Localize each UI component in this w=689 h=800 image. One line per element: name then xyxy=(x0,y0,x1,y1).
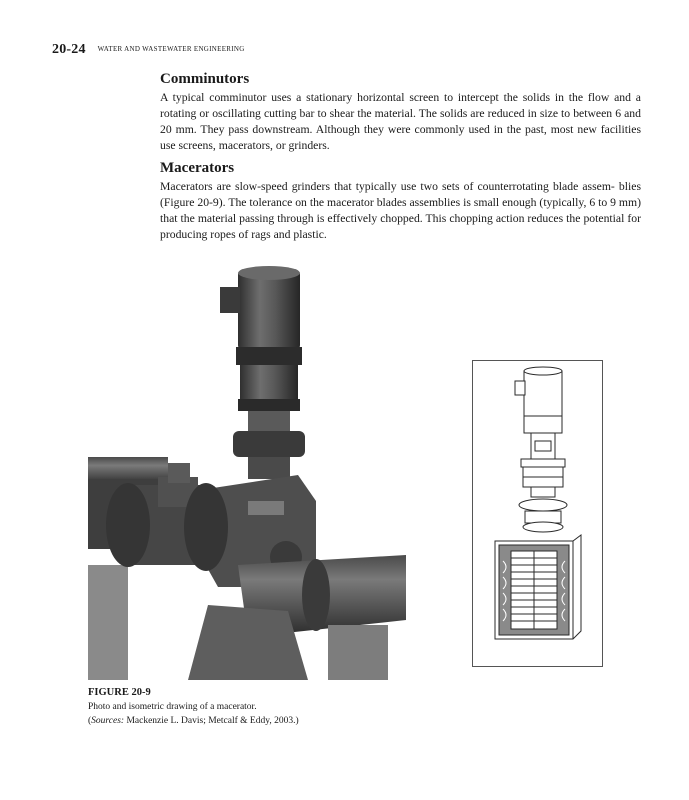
section-heading: Comminutors xyxy=(160,71,250,87)
page-number: 20-24 xyxy=(52,42,86,57)
macerator-photo xyxy=(88,265,406,680)
sources-label: Sources: xyxy=(91,716,125,726)
sources-text: Mackenzie L. Davis; Metcalf & Eddy, 2003. xyxy=(126,716,296,726)
section-paragraph: Macerators are slow-speed grinders that typically use two sets of counterrotating blade assem- blies (Figure 20-9). The tolerance on the macerator blades assemblies is small enough (typically, 6 to 9 mm) that the material passing through is effectively chopped. This chopping action reduces the potential for producing ropes of rags and plastic. xyxy=(160,180,642,241)
section-paragraph: A typical comminutor uses a stationary horizontal screen to intercept the solids in the flow and a rotating or oscillating cutting bar to shear the material. The solids are reduced in size to between 6 and 20 mm. They pass downstream. Although they were commonly used in the past, most new facilities use screens, macerators, or grinders. xyxy=(160,91,642,152)
figure-label: FIGURE 20-9 xyxy=(88,687,151,698)
isometric-drawing xyxy=(472,360,603,667)
section-comminutors xyxy=(160,70,641,154)
figure-caption xyxy=(88,686,299,728)
running-head: WATER AND WASTEWATER ENGINEERING xyxy=(97,45,245,53)
figure-sources: (Sources: Mackenzie L. Davis; Metcalf & Eddy, 2003.) xyxy=(88,716,299,726)
section-heading: Macerators xyxy=(160,160,235,176)
section-macerators xyxy=(160,159,641,243)
page-header xyxy=(52,40,245,56)
figure-caption-text: Photo and isometric drawing of a macerator. xyxy=(88,702,257,712)
